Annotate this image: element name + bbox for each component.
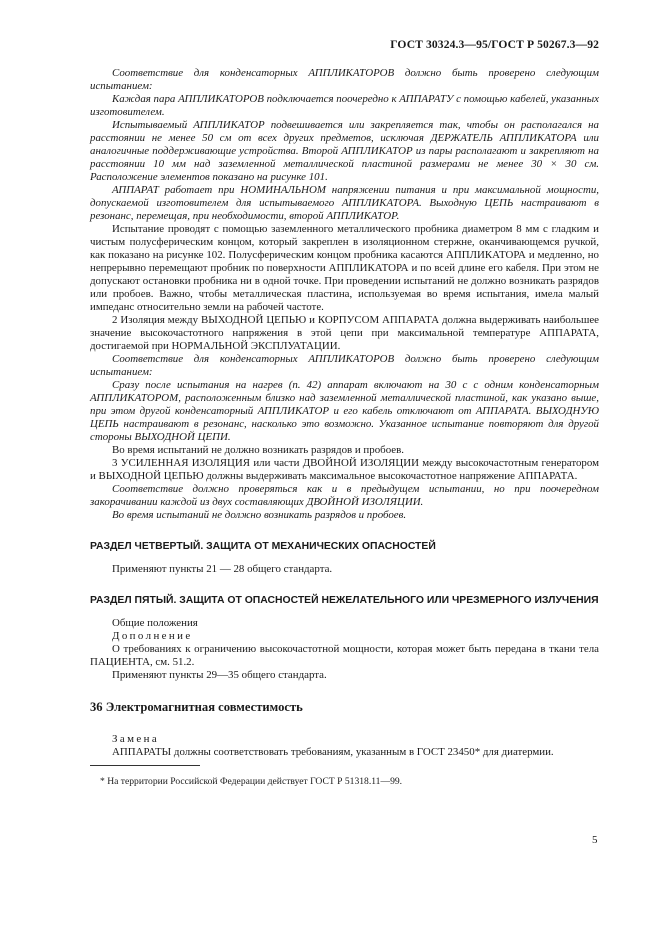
- page-header: ГОСТ 30324.3—95/ГОСТ Р 50267.3—92: [390, 38, 599, 51]
- addition-label: Дополнение: [112, 630, 193, 642]
- general-provisions: Общие положения: [112, 617, 198, 629]
- paragraph: Во время испытаний не должно возникать разрядов и пробоев.: [112, 444, 404, 456]
- footnote: * На территории Российской Федерации действует ГОСТ Р 51318.11—99.: [100, 776, 403, 787]
- paragraph: Во время испытаний не должно возникать разрядов и пробоев.: [112, 509, 407, 521]
- footnote-rule: [90, 765, 200, 766]
- paragraph: 3 УСИЛЕННАЯ ИЗОЛЯЦИЯ или части ДВОЙНОЙ ИЗОЛЯЦИИ между высокочастотным генератором и ВЫХОДНОЙ ЦЕПЬЮ должны выдерживать максимальное высокочастотное напряжение АППАРАТА.: [90, 457, 599, 482]
- paragraph: Сразу после испытания на нагрев (п. 42) аппарат включают на 30 с с одним конденсаторным АППЛИКАТОРОМ, расположенным близко над заземленной металлической пластиной, как указано выше, при этом другой конденсаторный АППЛИКАТОР и его кабель отключают от АППАРАТА. ВЫХОДНУЮ ЦЕПЬ настраивают в резонанс, насколько это возможно. Указанное испытание повторяют для другой стороны ВЫХОДНОЙ ЦЕПИ.: [90, 379, 599, 443]
- paragraph: Испытываемый АППЛИКАТОР подвешивается или закрепляется так, чтобы он располагался на расстоянии не менее 50 см от всех других предметов, исключая ДЕРЖАТЕЛЬ АППЛИКАТОРА или аналогичные поддерживающие устройства. Второй АППЛИКАТОР из пары располагают и закрепляют на расстоянии 10 мм над заземленной металлической пластиной размерами не менее 30 × 30 см. Расположение элементов показано на рисунке 101.: [90, 119, 599, 183]
- section-36-title: 36 Электромагнитная совместимость: [90, 700, 303, 714]
- section-5-text: О требованиях к ограничению высокочастотной мощности, которая может быть передана в ткани тела ПАЦИЕНТА, см. 51.2.: [90, 643, 599, 668]
- section-5-title: РАЗДЕЛ ПЯТЫЙ. ЗАЩИТА ОТ ОПАСНОСТЕЙ НЕЖЕЛАТЕЛЬНОГО ИЛИ ЧРЕЗМЕРНОГО ИЗЛУЧЕНИЯ: [90, 595, 599, 606]
- paragraph: Каждая пара АППЛИКАТОРОВ подключается поочередно к АППАРАТУ с помощью кабелей, указанных изготовителем.: [90, 93, 599, 118]
- paragraph: Соответствие для конденсаторных АППЛИКАТОРОВ должно быть проверено следующим испытанием:: [90, 67, 599, 92]
- paragraph: 2 Изоляция между ВЫХОДНОЙ ЦЕПЬЮ и КОРПУСОМ АППАРАТА должна выдерживать наибольшее значение высокочастотного напряжения в этой цепи при максимальной температуре АППАРАТА, достигаемой при НОРМАЛЬНОЙ ЭКСПЛУАТАЦИИ.: [90, 314, 599, 352]
- page-number: 5: [592, 834, 598, 846]
- replacement-label: Замена: [112, 733, 160, 745]
- paragraph: Испытание проводят с помощью заземленного металлического пробника диаметром 8 мм с гладким и чистым полусферическим концом, который закреплен в изоляционном стержне, оканчивающемся ручкой, как показано на рисунке 102. Полусферическим концом пробника касаются АППЛИКАТОРА и медленно, но непрерывно перемещают пробник по поверхности АППЛИКАТОРА и по всей длине его кабеля. При этом не допускают остановки пробника ни в одной точке. При проведении испытаний не должно возникать разрядов или пробоев. Важно, чтобы металлическая пластина, используемая во время испытания, имела малый импеданс относительно земли на рабочей частоте.: [90, 223, 599, 313]
- paragraph: Соответствие для конденсаторных АППЛИКАТОРОВ должно быть проверено следующим испытанием:: [90, 353, 599, 378]
- page-content: [90, 67, 599, 788]
- paragraph: АППАРАТ работает при НОМИНАЛЬНОМ напряжении питания и при максимальной мощности, допускаемой изготовителем для испытываемого АППЛИКАТОРА. Выходную ЦЕПЬ настраивают в резонанс, перемещая, при необходимости, второй АППЛИКАТОР.: [90, 184, 599, 222]
- section-4-text: Применяют пункты 21 — 28 общего стандарта.: [112, 563, 333, 575]
- section-36-text: АППАРАТЫ должны соответствовать требованиям, указанным в ГОСТ 23450* для диатермии.: [112, 746, 554, 758]
- paragraph: Соответствие должно проверяться как и в предыдущем испытании, но при поочередном закорачивании каждой из двух составляющих ДВОЙНОЙ ИЗОЛЯЦИИ.: [90, 483, 599, 508]
- section-5-text: Применяют пункты 29—35 общего стандарта.: [112, 669, 327, 681]
- section-4-title: РАЗДЕЛ ЧЕТВЕРТЫЙ. ЗАЩИТА ОТ МЕХАНИЧЕСКИХ ОПАСНОСТЕЙ: [90, 541, 436, 552]
